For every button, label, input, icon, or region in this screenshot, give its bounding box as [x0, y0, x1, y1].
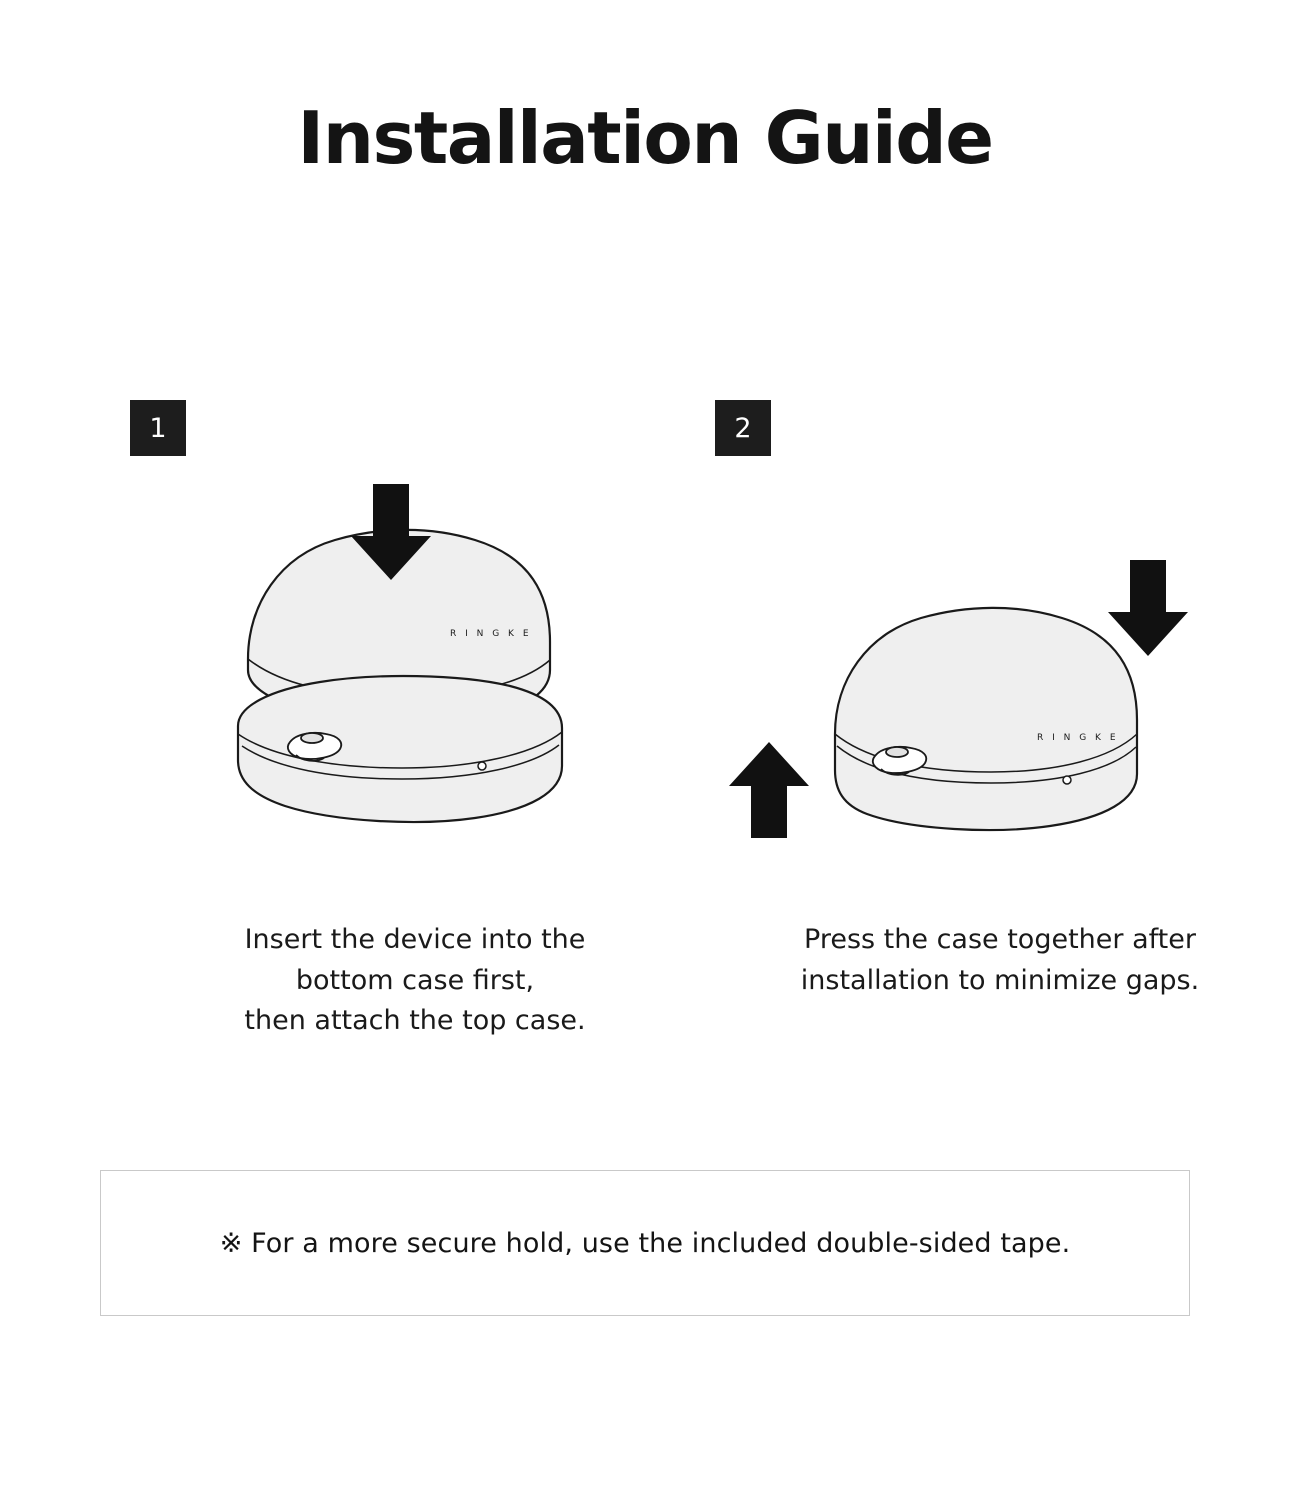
step-2-caption — [740, 920, 1260, 1001]
case-assembled-body — [835, 608, 1137, 830]
step-1-number-badge: 1 — [130, 400, 186, 456]
case-bottom-shell — [238, 676, 562, 822]
step-2-illustration — [715, 484, 1285, 894]
case-led-dot — [478, 762, 486, 770]
step-1-caption-line-2: bottom case first, — [295, 964, 535, 996]
step-1-caption-line-3: then attach the top case. — [244, 1005, 586, 1036]
case-led-dot — [1063, 776, 1071, 784]
step-2-number-badge: 2 — [715, 400, 771, 456]
step-2-caption-line-1: Press the case together after — [804, 924, 1196, 955]
note-text: ※ For a more secure hold, use the included double-sided tape. — [219, 1227, 1071, 1259]
arrow-up-icon — [729, 742, 809, 838]
step-1-caption-line-1: Insert the device into the — [244, 924, 586, 955]
step-2 — [715, 400, 1285, 1042]
note-box — [100, 1170, 1190, 1316]
step-1 — [130, 400, 700, 1042]
brand-label-assembled: R I N G K E — [1037, 733, 1119, 743]
brand-label-top: R I N G K E — [450, 629, 532, 639]
arrow-down-icon — [1108, 560, 1188, 656]
page-title: Installation Guide — [297, 96, 993, 180]
step-1-illustration — [130, 484, 700, 894]
step-1-caption — [165, 920, 665, 1042]
step-2-caption-line-2: installation to minimize gaps. — [800, 964, 1200, 996]
steps-container — [0, 400, 1290, 1042]
